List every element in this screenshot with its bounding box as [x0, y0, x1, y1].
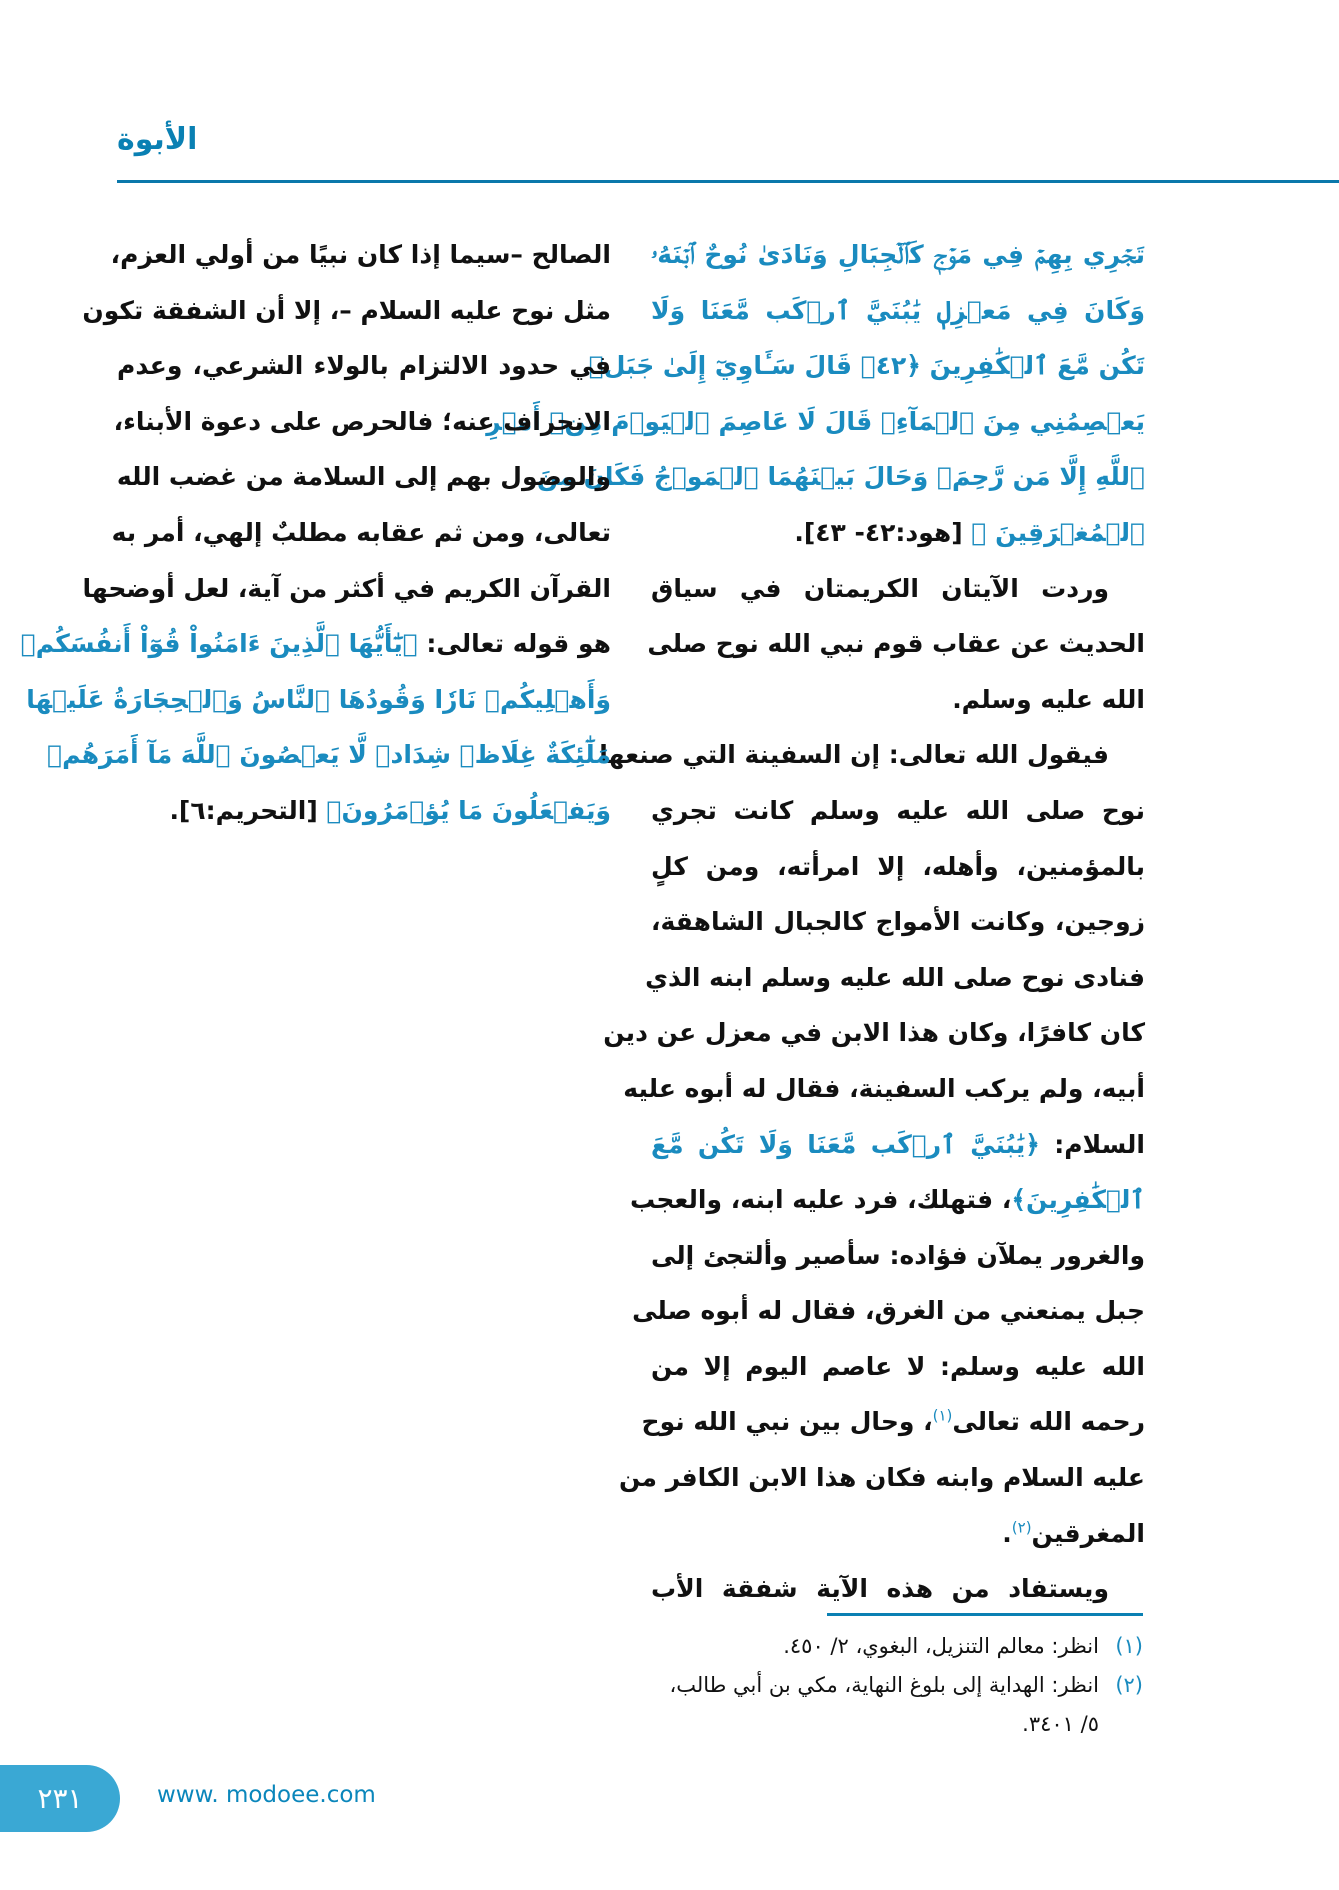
page-number: ٢٣١: [37, 1782, 83, 1815]
footnote-number: (١): [1115, 1634, 1143, 1658]
text-line: [651, 505, 1145, 561]
footnote-reference[interactable]: (٢): [1011, 1518, 1032, 1537]
text-line: [629, 1172, 1145, 1228]
text-line: [117, 449, 611, 505]
prose-text: [التحريم:٦].: [169, 795, 327, 825]
text-line: [82, 283, 611, 339]
text-line: [651, 1506, 1145, 1562]
text-line: [651, 839, 1145, 895]
prose-text: رحمه الله تعالى: [952, 1407, 1145, 1437]
text-line: [651, 561, 1145, 617]
prose-text: والوصول بهم إلى السلامة من غضب الله: [116, 462, 611, 492]
prose-text: [هود:٤٢- ٤٣].: [794, 517, 972, 547]
prose-text: أبيه، ولم يركب السفينة، فقال له أبوه عليه: [623, 1073, 1145, 1103]
text-line: [603, 1005, 1145, 1061]
quran-verse: وَكَانَ فِي مَعۡزِلٖ يَٰبُنَيَّ ٱرۡكَب مَّعَنَا وَلَا: [651, 295, 1145, 325]
quran-verse: ﴿يَٰبُنَيَّ ٱرۡكَب مَّعَنَا وَلَا تَكُن مَّعَ: [651, 1129, 1040, 1159]
text-line: [647, 616, 1145, 672]
prose-text: فيقول الله تعالى: إن السفينة التي صنعها: [599, 740, 1109, 770]
text-line: [82, 561, 611, 617]
prose-text: مثل نوح عليه السلام –، إلا أن الشفقة تكون: [82, 295, 611, 325]
text-line: [599, 727, 1145, 783]
footnote-text: انظر: الهداية إلى بلوغ النهاية، مكي بن أبي طالب، ٥/ ٣٤٠١.: [669, 1673, 1099, 1736]
quran-verse: وَيَفۡعَلُونَ مَا يُؤۡمَرُونَ﴾: [326, 795, 611, 825]
text-line: [651, 1561, 1145, 1617]
prose-text: ويستفاد من هذه الآية شفقة الأب: [651, 1574, 1109, 1604]
text-line: [110, 227, 611, 283]
prose-text: المغرقين: [1031, 1518, 1145, 1548]
prose-text: القرآن الكريم في أكثر من آية، لعل أوضحها: [82, 573, 611, 603]
prose-text: السلام:: [1039, 1129, 1146, 1159]
book-logo: الأبوة: [117, 122, 198, 157]
text-line: [651, 1339, 1145, 1395]
page-number-badge: [0, 1765, 120, 1832]
prose-text: الانحراف عنه؛ فالحرص على دعوة الأبناء،: [113, 406, 611, 436]
quran-verse: ٱلۡكَٰفِرِينَ﴾: [1011, 1185, 1145, 1215]
footnote-reference[interactable]: (١): [932, 1407, 953, 1426]
prose-text: الحديث عن عقاب قوم نبي الله نوح صلى: [647, 629, 1145, 659]
quran-verse: ٱللَّهِ إِلَّا مَن رَّحِمَۚ وَحَالَ بَيۡنَهُمَا ٱلۡمَوۡجُ فَكَانَ مِنَ: [536, 462, 1145, 492]
text-line: [117, 338, 611, 394]
footnote-item: [651, 1627, 1143, 1666]
prose-text: زوجين، وكانت الأمواج كالجبال الشاهقة،: [651, 907, 1145, 937]
prose-text: الله عليه وسلم.: [952, 684, 1145, 714]
footnote-text: انظر: معالم التنزيل، البغوي، ٢/ ٤٥٠.: [783, 1634, 1099, 1658]
text-line: [651, 1228, 1145, 1284]
left-text-column: [20, 227, 611, 839]
prose-text: كان كافرًا، وكان هذا الابن في معزل عن دين: [603, 1018, 1145, 1048]
text-line: [619, 1450, 1145, 1506]
text-line: [632, 1283, 1145, 1339]
text-line: [26, 672, 611, 728]
prose-text: والغرور يملآن فؤاده: سأصير وألتجئ إلى: [651, 1240, 1145, 1270]
text-line: [117, 783, 611, 839]
prose-text: ، وحال بين نبي الله نوح: [641, 1407, 933, 1437]
text-line: [536, 449, 1145, 505]
text-line: [486, 394, 1145, 450]
prose-text: ، فتهلك، فرد عليه ابنه، والعجب: [629, 1185, 1012, 1215]
text-line: [651, 227, 1145, 283]
prose-text: .: [1002, 1518, 1012, 1548]
website-link[interactable]: www. modoee.com: [157, 1782, 376, 1808]
text-line: [47, 727, 611, 783]
quran-verse: ٱلۡمُغۡرَقِينَ ﴾: [971, 517, 1145, 547]
text-line: [111, 505, 611, 561]
quran-verse: ﴿يَٰٓأَيُّهَا ٱلَّذِينَ ءَامَنُواْ قُوٓاْ أَنفُسَكُمۡ: [20, 629, 418, 659]
header-divider: [117, 180, 1339, 183]
text-line: [623, 1061, 1145, 1117]
prose-text: تعالى، ومن ثم عقابه مطلبٌ إلهي، أمر به: [111, 517, 611, 547]
footnote-separator: [827, 1613, 1143, 1616]
footnote-number: (٢): [1115, 1673, 1143, 1697]
prose-text: الصالح –سيما إذا كان نبيًا من أولي العزم،: [110, 240, 611, 269]
text-line: [113, 394, 611, 450]
text-line: [651, 672, 1145, 728]
text-line: [651, 283, 1145, 339]
prose-text: بالمؤمنين، وأهله، إلا امرأته، ومن كلٍ: [651, 851, 1145, 881]
text-line: [588, 338, 1145, 394]
quran-verse: مَلَٰٓئِكَةٌ غِلَاظٞ شِدَادٞ لَّا يَعۡصُونَ ٱللَّهَ مَآ أَمَرَهُمۡ: [47, 740, 611, 770]
text-line: [651, 783, 1145, 839]
quran-verse: وَأَهۡلِيكُمۡ نَارٗا وَقُودُهَا ٱلنَّاسُ وَٱلۡحِجَارَةُ عَلَيۡهَا: [26, 684, 611, 714]
prose-text: فنادى نوح صلى الله عليه وسلم ابنه الذي: [645, 962, 1145, 992]
prose-text: في حدود الالتزام بالولاء الشرعي، وعدم: [117, 351, 611, 381]
text-line: [20, 616, 611, 672]
prose-text: وردت الآيتان الكريمتان في سياق: [651, 573, 1109, 603]
quran-verse: يَعۡصِمُنِي مِنَ ٱلۡمَآءِۚ قَالَ لَا عَاصِمَ ٱلۡيَوۡمَ مِنۡ أَمۡرِ: [486, 406, 1145, 436]
footnote-item: [651, 1666, 1143, 1744]
prose-text: هو قوله تعالى:: [417, 629, 611, 659]
prose-text: نوح صلى الله عليه وسلم كانت تجري: [651, 795, 1145, 825]
text-line: [645, 950, 1145, 1006]
prose-text: عليه السلام وابنه فكان هذا الابن الكافر من: [619, 1463, 1145, 1493]
footnotes: [651, 1627, 1143, 1744]
prose-text: جبل يمنعني من الغرق، فقال له أبوه صلى: [632, 1296, 1145, 1326]
text-line: [651, 1117, 1145, 1173]
quran-verse: تَجۡرِي بِهِمۡ فِي مَوۡجٖ كَٱلۡجِبَالِ وَنَادَىٰ نُوحٌ ٱبۡنَهُۥ: [651, 240, 1145, 269]
text-line: [641, 1394, 1145, 1450]
text-line: [651, 894, 1145, 950]
quran-verse: تَكُن مَّعَ ٱلۡكَٰفِرِينَ ﴿٤٢﴾ قَالَ سَـَٔاوِيٓ إِلَىٰ جَبَلٖ: [588, 351, 1145, 381]
prose-text: الله عليه وسلم: لا عاصم اليوم إلا من: [651, 1351, 1145, 1381]
